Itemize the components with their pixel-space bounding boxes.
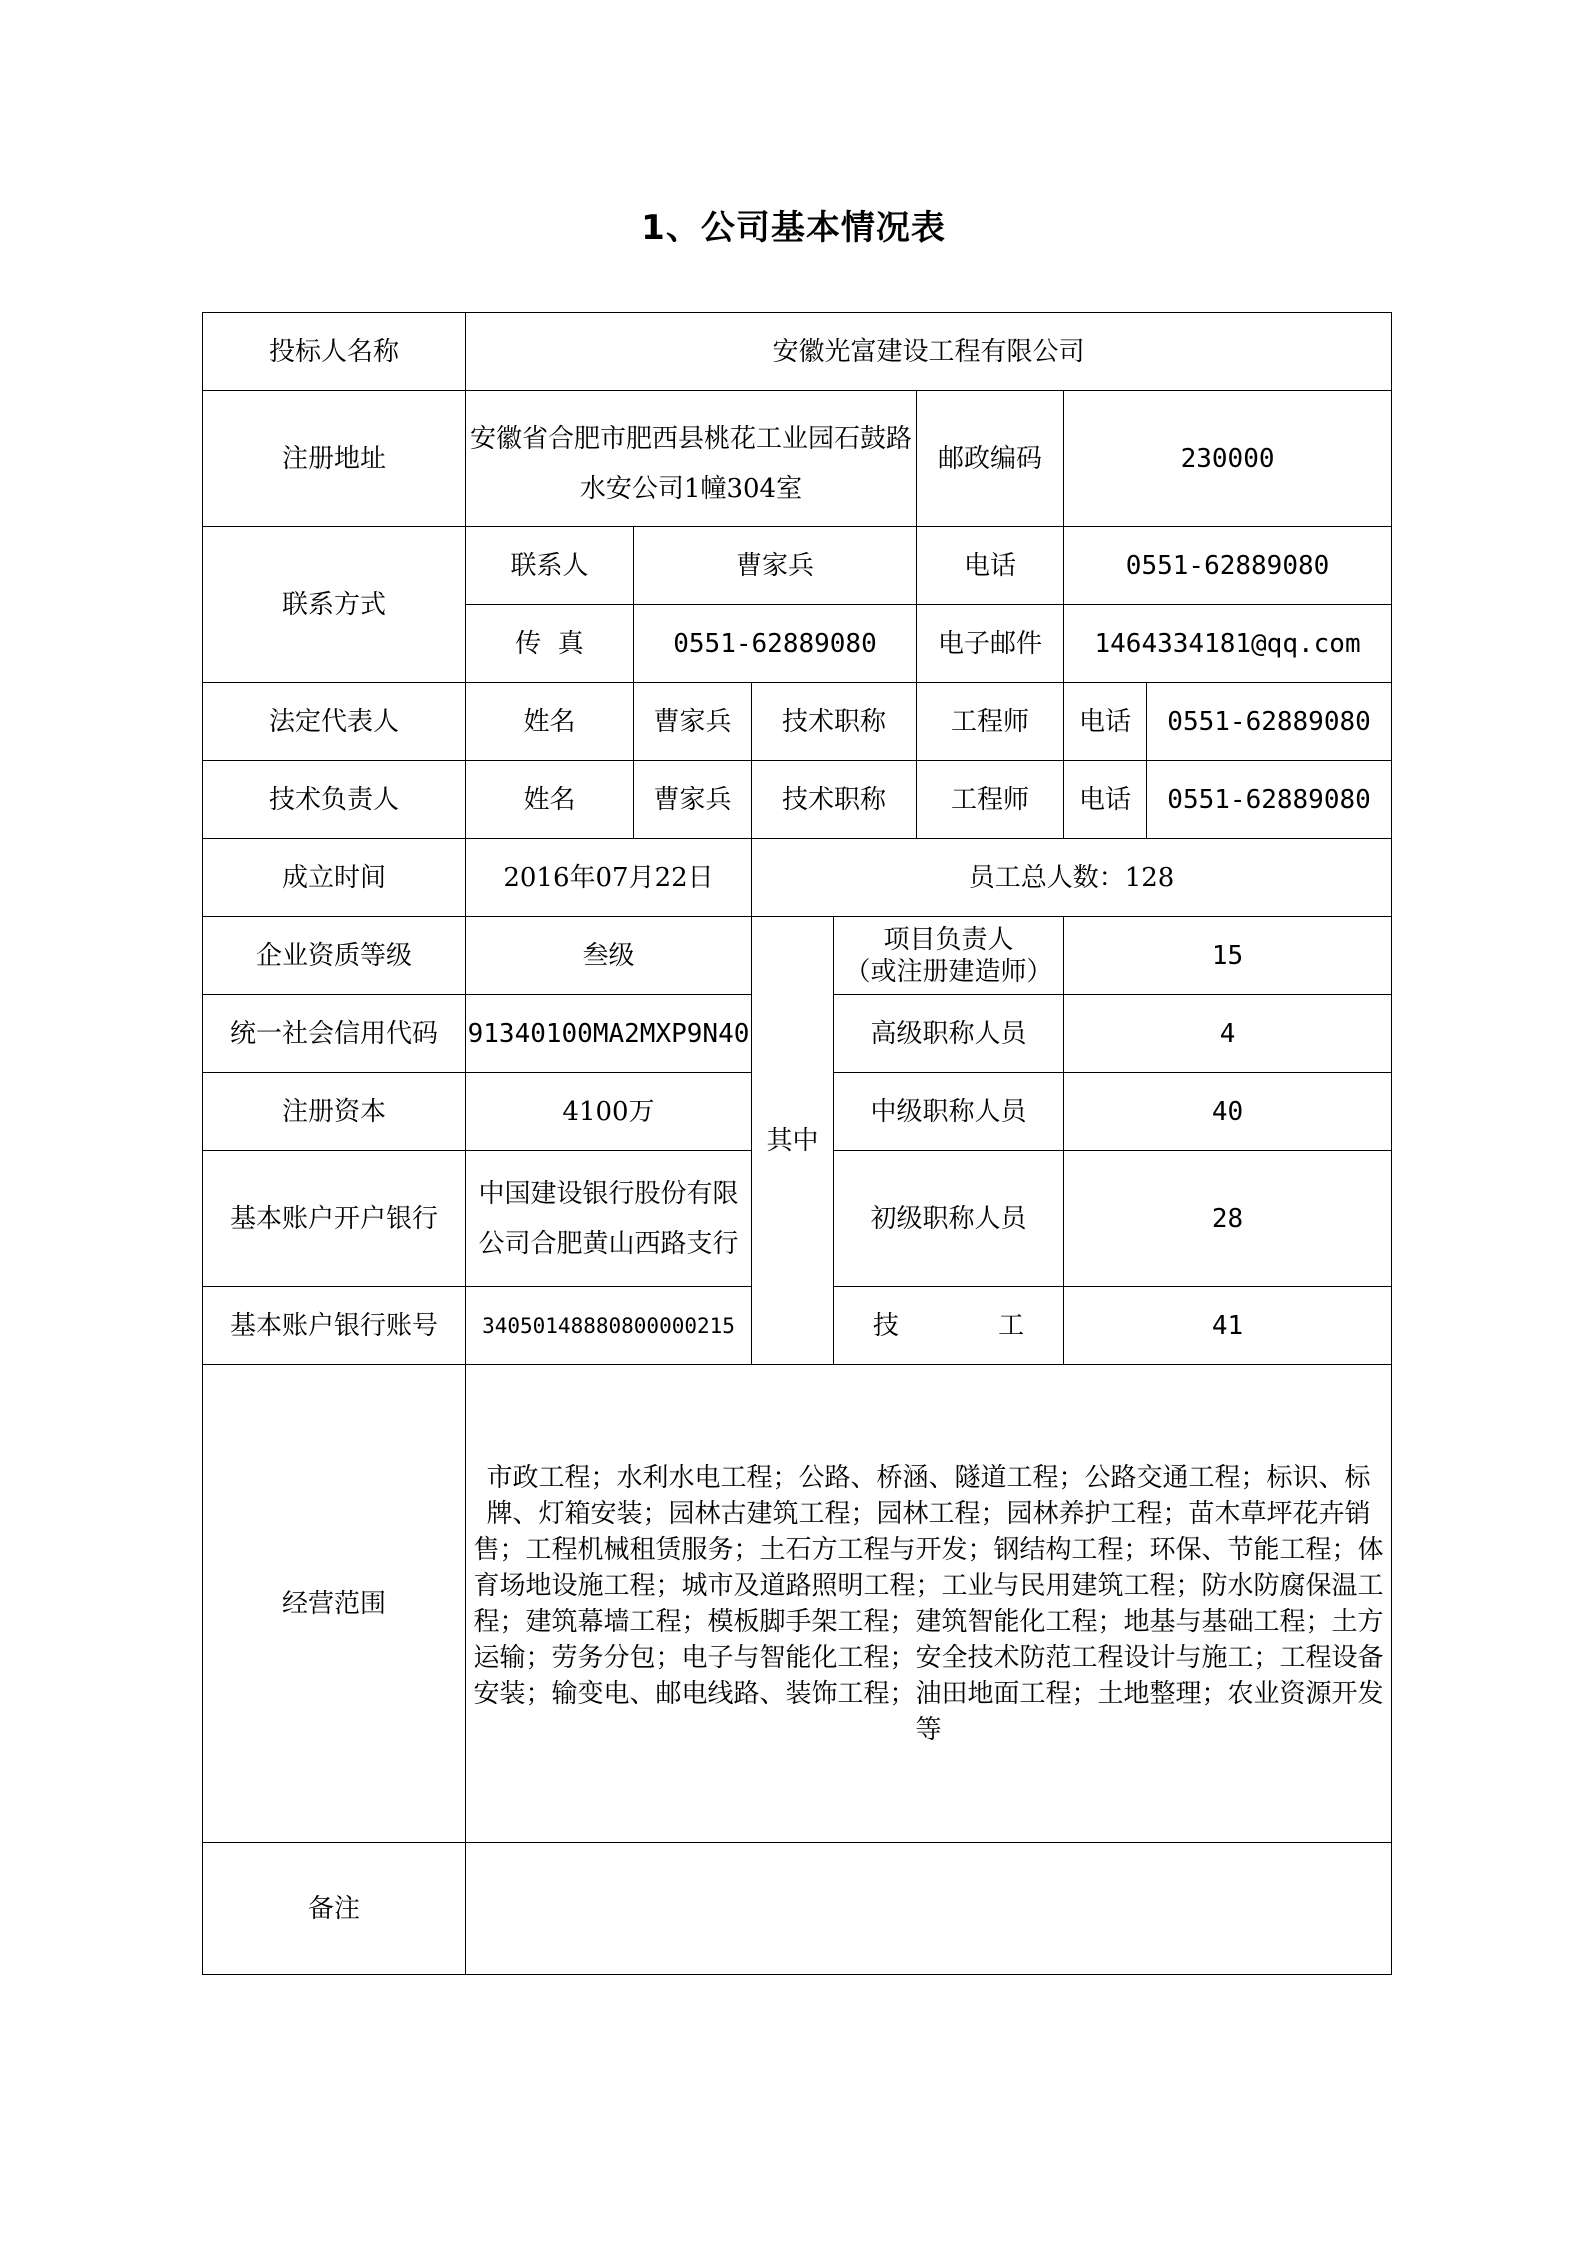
email-label: 电子邮件	[917, 605, 1064, 683]
postcode-label: 邮政编码	[917, 391, 1064, 527]
among-label: 其中	[752, 917, 834, 1365]
table-row	[203, 1365, 1392, 1843]
contact-phone-label: 电话	[917, 527, 1064, 605]
staff-total: 员工总人数：128	[752, 839, 1392, 917]
scope-label: 经营范围	[203, 1365, 466, 1843]
bidder-label: 投标人名称	[203, 313, 466, 391]
junior-count: 28	[1064, 1151, 1392, 1287]
contact-person-label: 联系人	[466, 527, 634, 605]
capital-value: 4100万	[466, 1073, 752, 1151]
credit-code-label: 统一社会信用代码	[203, 995, 466, 1073]
pm-label-line1: 项目负责人	[883, 924, 1014, 955]
address-label: 注册地址	[203, 391, 466, 527]
account-label: 基本账户银行账号	[203, 1287, 466, 1365]
capital-label: 注册资本	[203, 1073, 466, 1151]
table-row	[203, 839, 1392, 917]
table-row	[203, 313, 1392, 391]
remarks-value	[466, 1843, 1392, 1975]
bank-line1: 中国建设银行股份有限	[478, 1178, 739, 1209]
table-row	[203, 761, 1392, 839]
bank-label: 基本账户开户银行	[203, 1151, 466, 1287]
bidder-value: 安徽光富建设工程有限公司	[466, 313, 1392, 391]
table-row	[203, 917, 1392, 995]
senior-label: 高级职称人员	[834, 995, 1064, 1073]
legal-rep-title-label: 技术职称	[752, 683, 917, 761]
company-info-table	[202, 312, 1392, 1975]
address-line1: 安徽省合肥市肥西县桃花工业园石鼓路	[469, 423, 912, 454]
pm-label	[834, 917, 1064, 995]
contact-person-value: 曹家兵	[634, 527, 917, 605]
mid-count: 40	[1064, 1073, 1392, 1151]
legal-rep-name-label: 姓名	[466, 683, 634, 761]
founded-label: 成立时间	[203, 839, 466, 917]
account-value: 34050148880800000215	[466, 1287, 752, 1365]
table-row	[203, 1843, 1392, 1975]
pm-count: 15	[1064, 917, 1392, 995]
tech-lead-title: 工程师	[917, 761, 1064, 839]
qualification-value: 叁级	[466, 917, 752, 995]
senior-count: 4	[1064, 995, 1392, 1073]
remarks-label: 备注	[203, 1843, 466, 1975]
table-row	[203, 683, 1392, 761]
tech-lead-name: 曹家兵	[634, 761, 752, 839]
pm-label-line2: （或注册建造师）	[844, 956, 1053, 987]
contact-phone-value: 0551-62889080	[1064, 527, 1392, 605]
tech-lead-name-label: 姓名	[466, 761, 634, 839]
technician-count: 41	[1064, 1287, 1392, 1365]
legal-rep-name: 曹家兵	[634, 683, 752, 761]
scope-text: 市政工程；水利水电工程；公路、桥涵、隧道工程；公路交通工程；标识、标牌、灯箱安装；园林古建筑工程；园林工程；园林养护工程；苗木草坪花卉销售；工程机械租赁服务；土石方工程与开发；钢结构工程；环保、节能工程；体育场地设施工程；城市及道路照明工程；工业与民用建筑工程；防水防腐保温工程；建筑幕墙工程；模板脚手架工程；建筑智能化工程；地基与基础工程；土方运输；劳务分包；电子与智能化工程；安全技术防范工程设计与施工；工程设备安装；输变电、邮电线路、装饰工程；油田地面工程；土地整理；农业资源开发等	[466, 1365, 1392, 1843]
fax-value: 0551-62889080	[634, 605, 917, 683]
legal-rep-phone: 0551-62889080	[1147, 683, 1392, 761]
contact-label: 联系方式	[203, 527, 466, 683]
postcode-value: 230000	[1064, 391, 1392, 527]
junior-label: 初级职称人员	[834, 1151, 1064, 1287]
founded-value: 2016年07月22日	[466, 839, 752, 917]
page-title: 1、公司基本情况表	[641, 208, 946, 248]
table-row	[203, 391, 1392, 527]
technician-label: 技 工	[834, 1287, 1064, 1365]
mid-label: 中级职称人员	[834, 1073, 1064, 1151]
bank-line2: 公司合肥黄山西路支行	[478, 1228, 739, 1259]
legal-rep-label: 法定代表人	[203, 683, 466, 761]
tech-lead-title-label: 技术职称	[752, 761, 917, 839]
legal-rep-title: 工程师	[917, 683, 1064, 761]
fax-label: 传 真	[466, 605, 634, 683]
address-value	[466, 391, 917, 527]
bank-value	[466, 1151, 752, 1287]
tech-lead-label: 技术负责人	[203, 761, 466, 839]
tech-lead-phone: 0551-62889080	[1147, 761, 1392, 839]
legal-rep-phone-label: 电话	[1064, 683, 1147, 761]
credit-code-value: 91340100MA2MXP9N40	[466, 995, 752, 1073]
address-line2: 水安公司1幢304室	[579, 473, 803, 504]
qualification-label: 企业资质等级	[203, 917, 466, 995]
tech-lead-phone-label: 电话	[1064, 761, 1147, 839]
table-row	[203, 527, 1392, 605]
email-value: 1464334181@qq.com	[1064, 605, 1392, 683]
